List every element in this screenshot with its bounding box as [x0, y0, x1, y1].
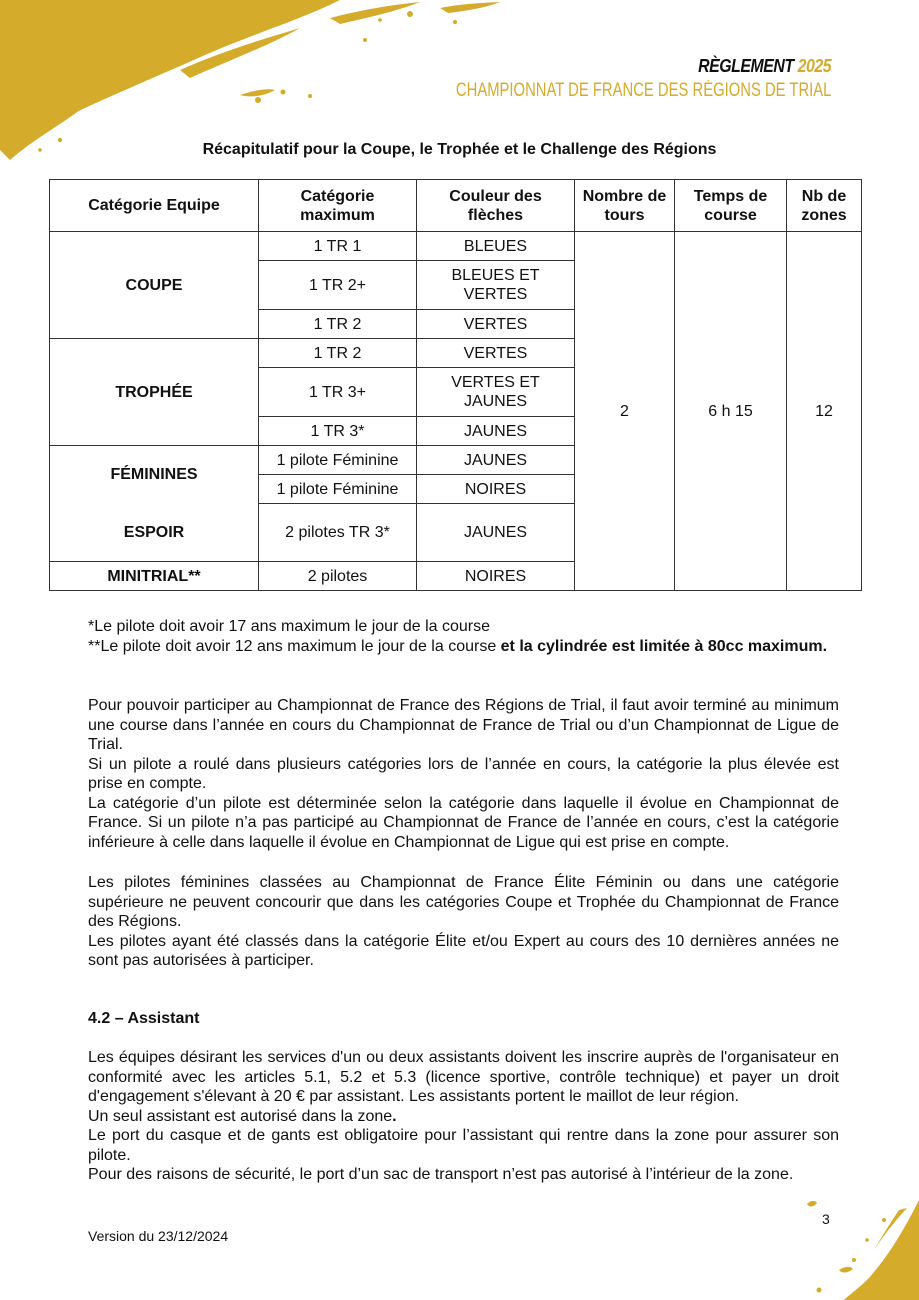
header-title-main: RÈGLEMENT [698, 56, 794, 76]
cell-color: JAUNES [417, 417, 575, 446]
header-max-category: Catégorie maximum [259, 180, 417, 232]
header-laps: Nombre de tours [575, 180, 675, 232]
paragraph: Si un pilote a roulé dans plusieurs catégories lors de l’année en cours, la catégorie la plus élevée est prise en compte. [88, 755, 839, 792]
cell-category: 1 TR 3* [259, 417, 417, 446]
cell-color: BLEUES [417, 232, 575, 261]
paragraph: Les pilotes ayant été classés dans la catégorie Élite et/ou Expert au cours des 10 dernières années ne sont pas autorisées à participer. [88, 932, 839, 969]
cell-category: 1 TR 3+ [259, 368, 417, 417]
footer-brush-decoration [749, 1190, 919, 1300]
cell-color: BLEUES ET VERTES [417, 261, 575, 310]
eligibility-block [88, 696, 839, 852]
cell-category: 1 pilote Féminine [259, 475, 417, 504]
footnotes [88, 617, 840, 656]
recap-table [49, 179, 862, 591]
paragraph: Les équipes désirant les services d'un ou deux assistants doivent les inscrire auprès de l'organisateur en conformité avec les articles 5.1, 5.2 et 5.3 (licence sportive, contrôle technique) et payer un droit d'engagement s'élevant à 20 € par assistant. Les assistants portent le maillot de leur région. [88, 1049, 839, 1105]
cell-category: 1 TR 2 [259, 310, 417, 339]
page-number: 3 [822, 1211, 830, 1227]
version-label: Version du 23/12/2024 [88, 1228, 229, 1244]
paragraph: La catégorie d’un pilote est déterminée selon la catégorie dans laquelle il évolue en Championnat de France. Si un pilote n’a pas participé au Championnat de France de l’année en cours, c’est la catégorie inférieure à celle dans laquelle il évolue en Championnat de Ligue qui est prise en compte. [88, 794, 839, 851]
team-espoir: ESPOIR [50, 504, 259, 562]
team-feminines: FÉMININES [50, 446, 259, 504]
table-row [50, 232, 862, 261]
header-team-category: Catégorie Equipe [50, 180, 259, 232]
team-minitrial: MINITRIAL** [50, 562, 259, 591]
cell-color: VERTES [417, 310, 575, 339]
footnote-2-bold: et la cylindrée est limitée à 80cc maximum. [500, 637, 828, 655]
paragraph: Les pilotes féminines classées au Championnat de France Élite Féminin ou dans une catégorie supérieure ne peuvent concourir que dans les catégories Coupe et Trophée du Championnat de France des Régions. [88, 874, 839, 930]
footnote-2-text: **Le pilote doit avoir 12 ans maximum le jour de la course [88, 637, 501, 655]
cell-tours: 2 [575, 232, 675, 591]
footnote-1: *Le pilote doit avoir 17 ans maximum le jour de la course [88, 618, 490, 635]
paragraph-text: Un seul assistant est autorisé dans la zone [88, 1107, 393, 1125]
team-trophee: TROPHÉE [50, 339, 259, 446]
footnote-2 [88, 637, 840, 657]
header-title-year: 2025 [797, 56, 831, 76]
paragraph: Le port du casque et de gants est obligatoire pour l’assistant qui rentre dans la zone pour assurer son pilote. [88, 1127, 839, 1164]
team-coupe: COUPE [50, 232, 259, 339]
cell-category: 2 pilotes TR 3* [259, 504, 417, 562]
cell-color: JAUNES [417, 504, 575, 562]
assistant-block [88, 1048, 839, 1185]
header-arrow-color: Couleur des flèches [417, 180, 575, 232]
cell-color: NOIRES [417, 562, 575, 591]
cell-color: VERTES ET JAUNES [417, 368, 575, 417]
cell-category: 2 pilotes [259, 562, 417, 591]
paragraph: Pour pouvoir participer au Championnat de France des Régions de Trial, il faut avoir terminé au minimum une course dans l’année en cours du Championnat de France de Trial ou d’un Championnat de Ligue de Trial. [88, 697, 839, 753]
paragraph-period: . [392, 1107, 397, 1125]
document-title: Récapitulatif pour la Coupe, le Trophée et le Challenge des Régions [202, 141, 717, 158]
cell-category: 1 TR 2+ [259, 261, 417, 310]
cell-category: 1 TR 1 [259, 232, 417, 261]
feminine-rules-block [88, 873, 839, 971]
header-title [698, 56, 831, 77]
header-zones: Nb de zones [787, 180, 862, 232]
table-header-row [50, 180, 862, 232]
header-subtitle: CHAMPIONNAT DE FRANCE DES RÉGIONS DE TRIAL [455, 80, 831, 101]
cell-category: 1 TR 2 [259, 339, 417, 368]
cell-color: VERTES [417, 339, 575, 368]
cell-temps: 6 h 15 [675, 232, 787, 591]
paragraph: Pour des raisons de sécurité, le port d’un sac de transport n’est pas autorisé à l’intérieur de la zone. [88, 1166, 794, 1183]
header-race-time: Temps de course [675, 180, 787, 232]
paragraph [88, 1107, 839, 1127]
section-heading: 4.2 – Assistant [88, 1010, 200, 1027]
cell-color: JAUNES [417, 446, 575, 475]
cell-category: 1 pilote Féminine [259, 446, 417, 475]
cell-color: NOIRES [417, 475, 575, 504]
cell-zones: 12 [787, 232, 862, 591]
